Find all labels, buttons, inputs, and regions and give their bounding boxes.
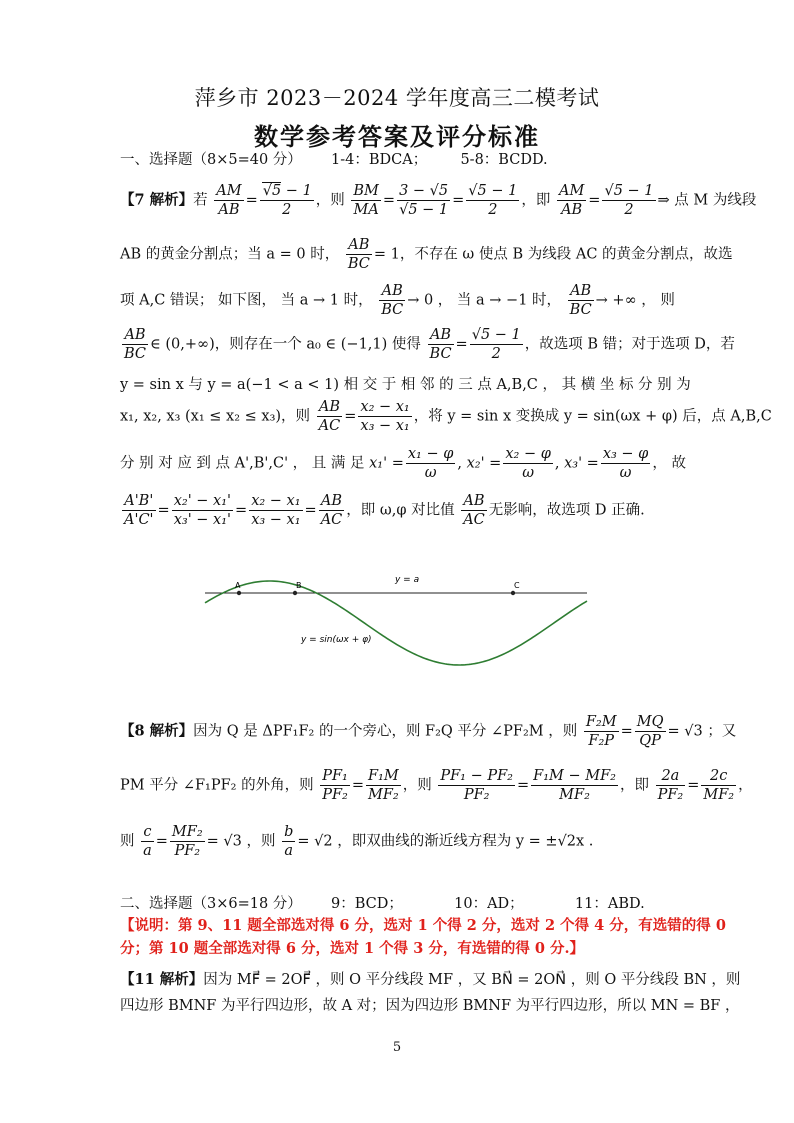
label-b: B (296, 581, 302, 590)
point-c (511, 591, 515, 595)
q7-text: x₁, x₂, x₃ (x₁ ≤ x₂ ≤ x₃)，则 (120, 408, 311, 425)
q8-text: ， (738, 777, 753, 794)
q8-text: = √2 ，即双曲线的渐近线方程为 y = ±√2x . (297, 833, 594, 850)
q11-text: 因为 MF⃗ = 2OF⃗ ，则 O 平分线段 MF ，又 BN⃗ = 2ON⃗ ，则 O 平分线段 BN ，则 (203, 972, 741, 988)
section2-answer-11: 11：ABD. (574, 896, 645, 912)
fraction: $\frac{MQ}{QP}$ (636, 714, 664, 749)
q11-tag: 【11 解析】 (120, 971, 204, 988)
section2-answer-9: 9：BCD； (331, 896, 403, 912)
fraction: $\frac{AB}{BC}$ (569, 283, 592, 318)
fraction: $\frac{3 - √5}{√5 - 1}$ (399, 183, 449, 218)
fraction: $\frac{2a}{\text{PF₂}}$ (657, 768, 684, 803)
fraction: $\frac{√5 - 1}{2}$ (260, 182, 314, 219)
q7-line-2 (120, 236, 733, 273)
fraction: $\frac{\text{x₃ − φ}}{\omega}$ (602, 446, 649, 481)
fraction: $\frac{AB}{BC}$ (124, 327, 147, 362)
q7-text: ⇒ 点 M 为线段 (657, 192, 757, 209)
scoring-note-2: 分；第 10 题全部选对得 6 分，选对 1 个得 3 分，有选错的得 0 分.】 (120, 940, 585, 957)
q7-text: ，则 (315, 192, 345, 209)
fraction: $\frac{A'B'}{A'C'}$ (124, 493, 154, 528)
scoring-note-1: 【说明：第 9、11 题全部选对得 6 分，选对 1 个得 2 分，选对 2 个得 4 分，有选错的得 0 (120, 917, 726, 934)
q7-line-6: x₁, x₂, x₃ (x₁ ≤ x₂ ≤ x₃)，则 $\frac{AB}{AC}$ = $\frac{\text{x₂ − x₁}}{\text{x₃ − x₁}}$ ，将 y = sin x 变换成 y = sin(ωx + φ) 后，点 A,B,C (120, 399, 772, 434)
sine-figure (195, 560, 595, 680)
q7-text: ∈ (0,+∞)，则存在一个 a₀ ∈ (−1,1) 使得 (150, 336, 421, 353)
q7-text: = 1，不存在 ω 使点 B 为线段 AC 的黄金分割点，故选 (373, 246, 733, 263)
q7-text: ，即 (521, 192, 551, 209)
section2-answer-10: 10：AD； (454, 896, 524, 912)
q8-text: ，则 (402, 777, 432, 794)
q7-text: 若 (193, 192, 208, 209)
fraction: $\frac{BM}{MA}$ (353, 183, 379, 218)
fraction: $\frac{\text{F₁M}}{\text{MF₂}}$ (368, 768, 399, 803)
point-b (293, 591, 297, 595)
q7-text: 分 别 对 应 到 点 A',B',C' ， 且 满 足 (120, 455, 365, 472)
section2-heading: 二、选择题（3×6=18 分） (120, 896, 302, 912)
fraction: $\frac{AB}{AC}$ (320, 493, 343, 528)
q8-text: PM 平分 ∠F₁PF₂ 的外角，则 (120, 777, 314, 794)
q8-line-3: 则 $\frac{c}{a}$ = $\frac{\text{MF₂}}{\text{PF₂}}$ = √3 ，则 $\frac{b}{a}$ = √2 ，即双曲线的渐近线方程为 y = ±√2x . (120, 824, 594, 859)
q7-text: ，即 ω,φ 对比值 (346, 502, 455, 519)
fraction: $\frac{\text{F₂M}}{\text{F₂P}}$ (585, 714, 617, 749)
fraction: $\frac{b}{a}$ (284, 824, 294, 859)
exam-title: 萍乡市 2023－2024 学年度高三二模考试 (194, 86, 600, 110)
q7-line-8: $\frac{A'B'}{A'C'}$ = $\frac{\text{x₂' − x₁'}}{\text{x₃' − x₁'}}$ = $\frac{\text{x₂ − x₁}}{\text{x₃ − x₁}}$ = $\frac{AB}{AC}$ ，即 ω,φ 对比值 $\frac{AB}{AC}$ 无影响，故选项 D 正确. (124, 493, 645, 528)
line-label: y = a (395, 575, 420, 585)
fraction: $\frac{\text{MF₂}}{\text{PF₂}}$ (171, 824, 203, 859)
q7-tag: 【7 解析】 (120, 191, 194, 209)
fraction: $\frac{\text{x₂ − x₁}}{\text{x₃ − x₁}}$ (360, 399, 410, 434)
fraction: $\frac{\text{PF₁}}{\text{PF₂}}$ (322, 768, 348, 803)
q7-line-5: y = sin x 与 y = a(−1 < a < 1) 相 交 于 相 邻 的 三 点 A,B,C ， 其 横 坐 标 分 别 为 (120, 377, 691, 393)
page-number: 5 (392, 1040, 402, 1055)
sine-curve (205, 581, 587, 665)
section1-line (120, 150, 680, 170)
fraction: $\frac{c}{a}$ (143, 824, 152, 859)
q7-line-1: 【7 解析】若 $\frac{AM}{AB}$ = $\frac{√5 - 1}{2}$ ，则 $\frac{BM}{MA}$ = $\frac{3 - √5}{√5 - 1}$ = $\frac{√5 - 1}{2}$ ，即 $\frac{AM}{AB}$ = $\frac{√5 - 1}{2}$ ⇒ 点 M 为线段 (120, 183, 757, 218)
q7-text: 项 A,C 错误； 如下图， 当 a → 1 时， (120, 292, 373, 309)
q7-text: → 0 ， 当 a → −1 时， (407, 292, 562, 309)
section2-line (120, 894, 680, 914)
q8-tag: 【8 解析】 (120, 722, 194, 740)
q7-text: → +∞ ， 则 (595, 292, 675, 309)
section1-heading: 一、选择题（8×5=40 分） (120, 152, 302, 168)
q7-line-3 (120, 282, 680, 319)
point-a (237, 591, 241, 595)
section1-answers-5-8: 5-8：BCDD. (460, 152, 548, 168)
q8-text: 则 (120, 833, 135, 850)
fraction: $\frac{√5 - 1}{2}$ (471, 327, 521, 362)
fraction: $\frac{\text{x₂ − x₁}}{\text{x₃ − x₁}}$ (251, 493, 301, 528)
fraction: $\frac{AB}{AC}$ (318, 399, 341, 434)
q8-text: ，即 (619, 777, 649, 794)
fraction: $\frac{AB}{BC}$ (429, 327, 452, 362)
fraction: $\frac{√5 - 1}{2}$ (468, 183, 518, 218)
fraction: $\frac{AM}{AB}$ (558, 183, 585, 218)
q8-text: 因为 Q 是 ΔPF₁F₂ 的一个旁心，则 F₂Q 平分 ∠PF₂M ，则 (193, 723, 578, 740)
q11-line-2: 四边形 BMNF 为平行四边形，故 A 对；因为四边形 BMNF 为平行四边形，所以 MN = BF ， (120, 998, 740, 1014)
fraction: $\frac{AB}{BC}$ (347, 237, 370, 272)
curve-label: y = sin(ωx + φ) (301, 635, 372, 645)
fraction: $\frac{\text{PF₁ − PF₂}}{\text{PF₂}}$ (440, 768, 513, 803)
q8-line-1: 【8 解析】因为 Q 是 ΔPF₁F₂ 的一个旁心，则 F₂Q 平分 ∠PF₂M ，则 $\frac{\text{F₂M}}{\text{F₂P}}$ = $\frac{MQ}{QP}$ = √3 ；又 (120, 714, 737, 749)
fraction: $\frac{\text{F₁M − MF₂}}{\text{MF₂}}$ (533, 768, 616, 803)
q7-line-7: 分 别 对 应 到 点 A',B',C' ， 且 满 足 x₁' = $\frac{\text{x₁ − φ}}{\omega}$ , x₂' = $\frac{\text{x₂ − φ}}{\omega}$ , x₃' = $\frac{\text{x₃ − φ}}{\omega}$ ， 故 (120, 446, 686, 481)
fraction: $\frac{\text{x₂ − φ}}{\omega}$ (505, 446, 551, 481)
fraction: $\frac{AB}{BC}$ (381, 283, 404, 318)
label-c: C (514, 581, 520, 590)
q8-text: = √3 ；又 (667, 723, 737, 740)
fraction: $\frac{AM}{AB}$ (216, 183, 242, 218)
q7-text: ，将 y = sin x 变换成 y = sin(ωx + φ) 后，点 A,B,C (413, 408, 772, 425)
q7-text: ，故选项 B 错；对于选项 D，若 (524, 336, 735, 353)
q11-line-1 (120, 970, 741, 990)
q7-text: ， 故 (652, 455, 686, 472)
label-a: A (235, 581, 241, 590)
q7-text: AB 的黄金分割点；当 a = 0 时， (120, 246, 340, 263)
q8-text: = √3 ，则 (206, 833, 276, 850)
fraction: $\frac{\text{x₂' − x₁'}}{\text{x₃' − x₁'}}$ (173, 493, 232, 528)
q8-line-2: PM 平分 ∠F₁PF₂ 的外角，则 $\frac{\text{PF₁}}{\text{PF₂}}$ = $\frac{\text{F₁M}}{\text{MF₂}}$ ，则 $\frac{\text{PF₁ − PF₂}}{\text{PF₂}}$ = $\frac{\text{F₁M − MF₂}}{\text{MF₂}}$ ，即 $\frac{2a}{\text{PF₂}}$ = $\frac{2c}{\text{MF₂}}$ ， (120, 768, 753, 803)
fraction: $\frac{\text{x₁ − φ}}{\omega}$ (407, 446, 454, 481)
fraction: $\frac{AB}{AC}$ (463, 493, 485, 528)
exam-subtitle: 数学参考答案及评分标准 (254, 122, 540, 151)
fraction: $\frac{√5 - 1}{2}$ (604, 183, 654, 218)
section1-answers-1-4: 1-4：BDCA； (331, 152, 428, 168)
q7-line-4: $\frac{AB}{BC}$ ∈ (0,+∞)，则存在一个 a₀ ∈ (−1,1) 使得 $\frac{AB}{BC}$ = $\frac{√5 - 1}{2}$ ，故选项 B 错；对于选项 D，若 (124, 327, 735, 362)
q7-text: 无影响，故选项 D 正确. (488, 502, 645, 519)
fraction: $\frac{2c}{\text{MF₂}}$ (703, 768, 735, 803)
